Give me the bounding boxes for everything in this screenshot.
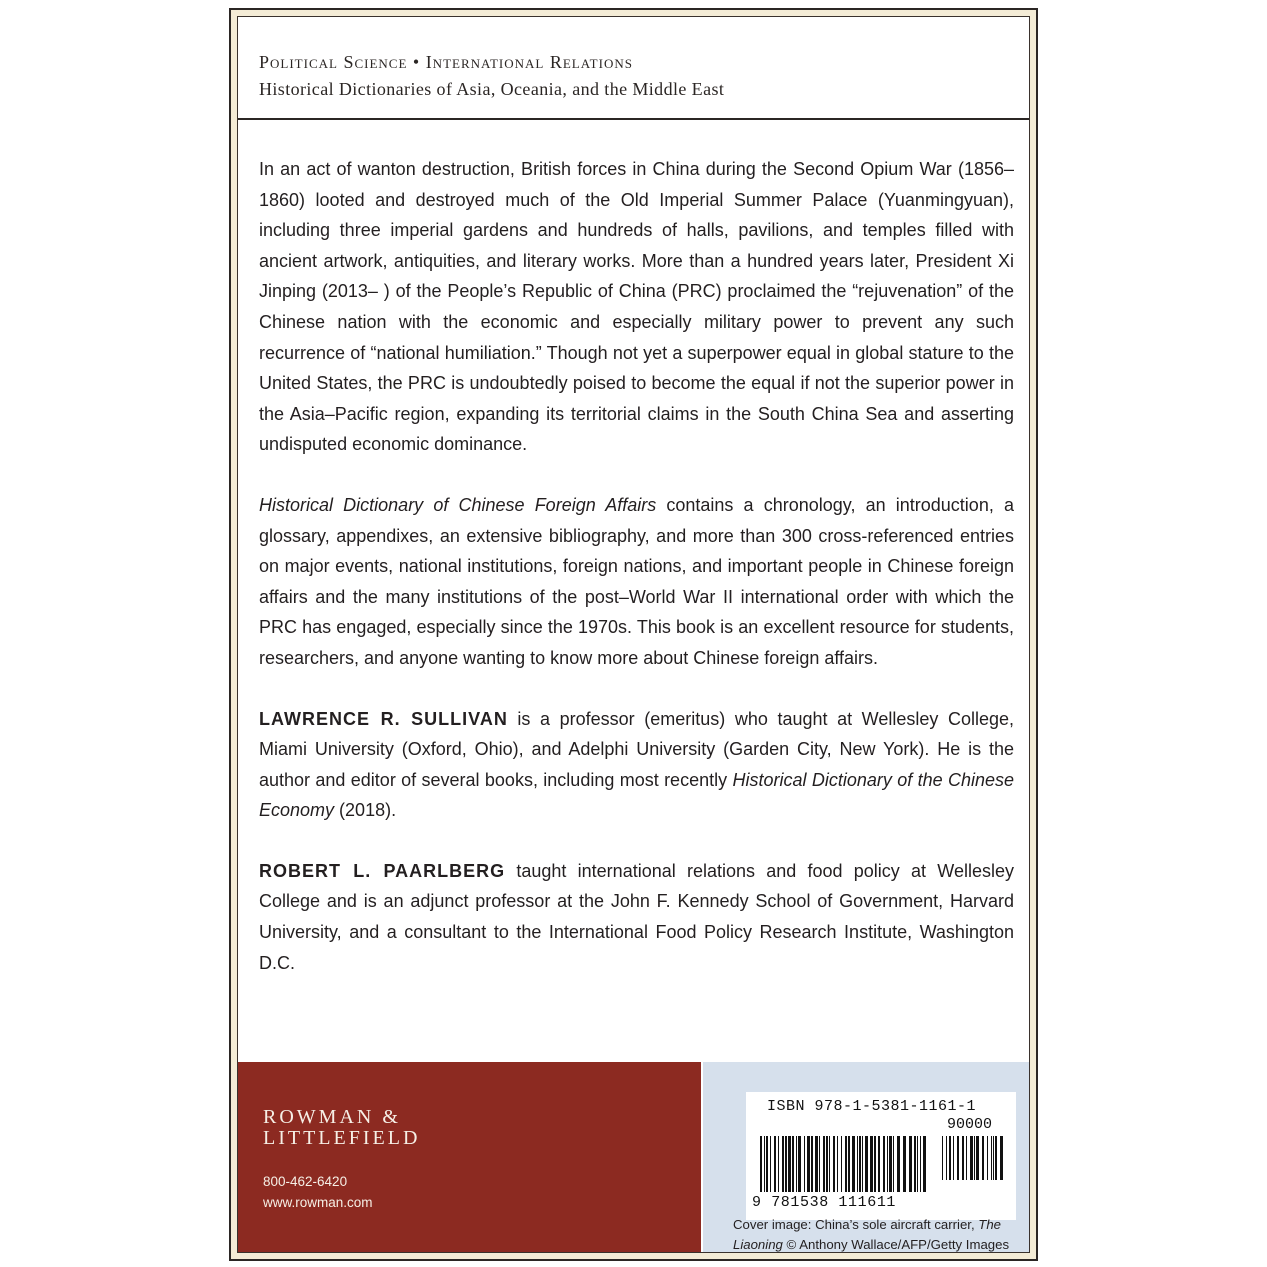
author-bio-text: is a professor (emeritus) who taught at Wellesley College, Miami University (Oxford, Ohio), and Adelphi University (Garden City, New York). He is the author and editor of several books, including most recently bbox=[259, 708, 1014, 790]
author-name-sullivan: LAWRENCE R. SULLIVAN bbox=[259, 708, 508, 729]
author-bio-sullivan bbox=[259, 704, 1014, 826]
subject-category: Political Science • International Relations bbox=[259, 52, 633, 72]
author-bio-paarlberg bbox=[259, 856, 1014, 978]
publisher-name-line-1: ROWMAN & bbox=[263, 1106, 401, 1128]
barcode-image bbox=[760, 1136, 1006, 1194]
barcode-box bbox=[746, 1092, 1016, 1220]
cover-image-credit bbox=[733, 1215, 1023, 1255]
publisher-phone: 800-462-6420 bbox=[263, 1174, 348, 1189]
description-paragraph-2 bbox=[259, 490, 1014, 674]
publisher-panel bbox=[238, 1062, 701, 1252]
credit-title: The Liaoning bbox=[733, 1217, 1002, 1252]
ean-digits: 9 781538 111611 bbox=[752, 1194, 897, 1211]
description-paragraph-2-text: contains a chronology, an introduction, a glossary, appendixes, an extensive bibliography, and more than 300 cross-referenced entries on major events, national institutions, foreign nations, and important people in Chinese foreign affairs and the many institutions of the post–World War II international order with which the PRC has engaged, especially since the 1970s. This book is an excellent resource for students, researchers, and anyone wanting to know more about Chinese foreign affairs. bbox=[259, 494, 1014, 668]
isbn-panel bbox=[703, 1062, 1029, 1252]
subject-header bbox=[238, 17, 1029, 120]
related-book-title: Historical Dictionary of the Chinese Economy bbox=[259, 769, 1014, 821]
author-bio-text: taught international relations and food policy at Wellesley College and is an adjunct professor at the John F. Kennedy School of Government, Harvard University, and a consultant to the International Food Policy Research Institute, Washington D.C. bbox=[259, 860, 1014, 973]
publisher-name-line-2: LITTLEFIELD bbox=[263, 1127, 421, 1149]
credit-prefix: Cover image: China’s sole aircraft carrier, bbox=[733, 1217, 979, 1232]
author-name-paarlberg: ROBERT L. PAARLBERG bbox=[259, 860, 506, 881]
cover-inner-frame bbox=[237, 16, 1030, 1253]
book-description bbox=[259, 154, 1014, 1008]
description-paragraph-1: In an act of wanton destruction, British forces in China during the Second Opium War (1856–1860) looted and destroyed much of the Old Imperial Summer Palace (Yuanmingyuan), including three imperial gardens and hundreds of halls, pavilions, and temples filled with ancient artwork, antiquities, and literary works. More than a hundred years later, President Xi Jinping (2013– ) of the People’s Republic of China (PRC) proclaimed the “rejuvenation” of the Chinese nation with the economic and especially military power to prevent any such recurrence of “national humiliation.” Though not yet a superpower equal in global stature to the United States, the PRC is undoubtedly poised to become the equal if not the superior power in the Asia–Pacific region, expanding its territorial claims in the South China Sea and asserting undisputed economic dominance. bbox=[259, 159, 1014, 455]
isbn-addon-code: 90000 bbox=[947, 1116, 993, 1133]
publisher-logo bbox=[263, 1107, 420, 1149]
credit-suffix: © Anthony Wallace/AFP/Getty Images bbox=[782, 1237, 1010, 1252]
publisher-contact bbox=[263, 1171, 373, 1213]
series-title: Historical Dictionaries of Asia, Oceania, and the Middle East bbox=[259, 79, 725, 99]
back-cover bbox=[229, 8, 1038, 1261]
author-bio-text-end: (2018). bbox=[334, 800, 397, 821]
book-title: Historical Dictionary of Chinese Foreign Affairs bbox=[259, 494, 657, 515]
publisher-website: www.rowman.com bbox=[263, 1195, 373, 1210]
isbn-label: ISBN 978-1-5381-1161-1 bbox=[767, 1098, 977, 1115]
